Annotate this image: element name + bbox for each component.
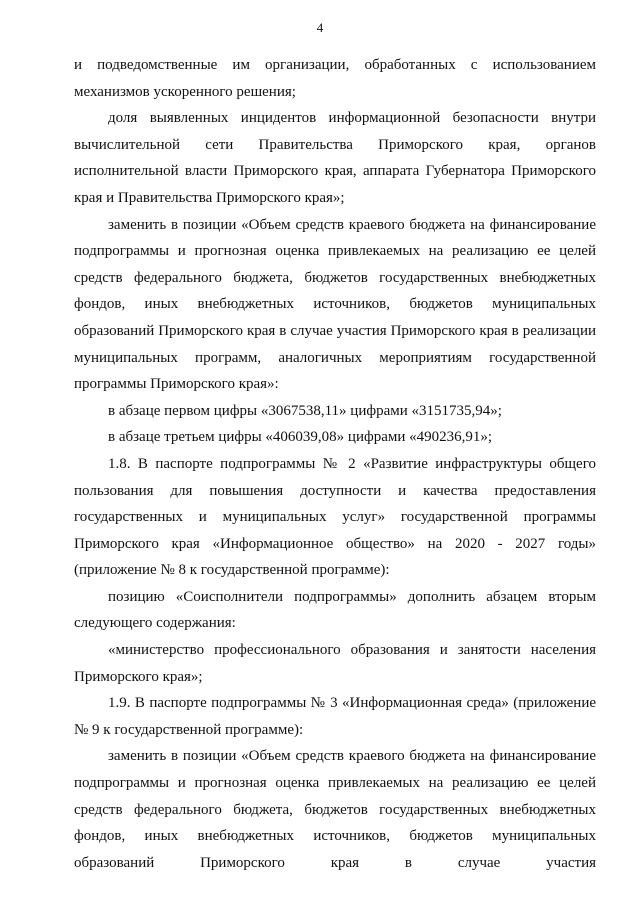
page-number: 4 <box>316 20 324 35</box>
paragraph-3: заменить в позиции «Объем средств краевого бюджета на финансирование подпрограммы и прогнозная оценка привлекаемых на реализацию ее целей средств федерального бюджета, бюджетов государственных внебюджетных фондов, иных внебюджетных источников, бюджетов муниципальных образований Приморского края в случае участия Приморского края в реализации муниципальных программ, аналогичных мероприятиям государственной программы Приморского края»: <box>74 216 596 393</box>
paragraph-1: и подведомственные им организации, обработанных с использованием механизмов ускоренного решения; <box>74 57 596 100</box>
paragraph-6: 1.8. В паспорте подпрограммы № 2 «Развитие инфраструктуры общего пользования для повышения доступности и качества предоставления государственных и муниципальных услуг» государственной программы Приморского края «Информационное общество» на 2020 - 2027 годы» (приложение № 8 к государственной программе): <box>74 455 596 579</box>
paragraph-2: доля выявленных инцидентов информационной безопасности внутри вычислительной сети Правительства Приморского края, органов исполнительной власти Приморского края, аппарата Губернатора Приморского края и Правительства Приморского края»; <box>74 110 596 206</box>
paragraph-5: в абзаце третьем цифры «406039,08» цифрами «490236,91»; <box>108 429 493 446</box>
paragraph-4: в абзаце первом цифры «3067538,11» цифрами «3151735,94»; <box>108 402 502 419</box>
paragraph-10: заменить в позиции «Объем средств краевого бюджета на финансирование подпрограммы и прогнозная оценка привлекаемых на реализацию ее целей средств федерального бюджета, бюджетов государственных внебюджетных фондов, иных внебюджетных источников, бюджетов муниципальных образований Приморского края в случае участия <box>74 748 596 871</box>
paragraph-7: позицию «Соисполнители подпрограммы» дополнить абзацем вторым следующего содержания: <box>74 588 596 632</box>
paragraph-9: 1.9. В паспорте подпрограммы № 3 «Информационная среда» (приложение № 9 к государственной программе): <box>74 695 596 738</box>
document-body <box>74 52 596 876</box>
paragraph-8: «министерство профессионального образования и занятости населения Приморского края»; <box>74 642 596 685</box>
